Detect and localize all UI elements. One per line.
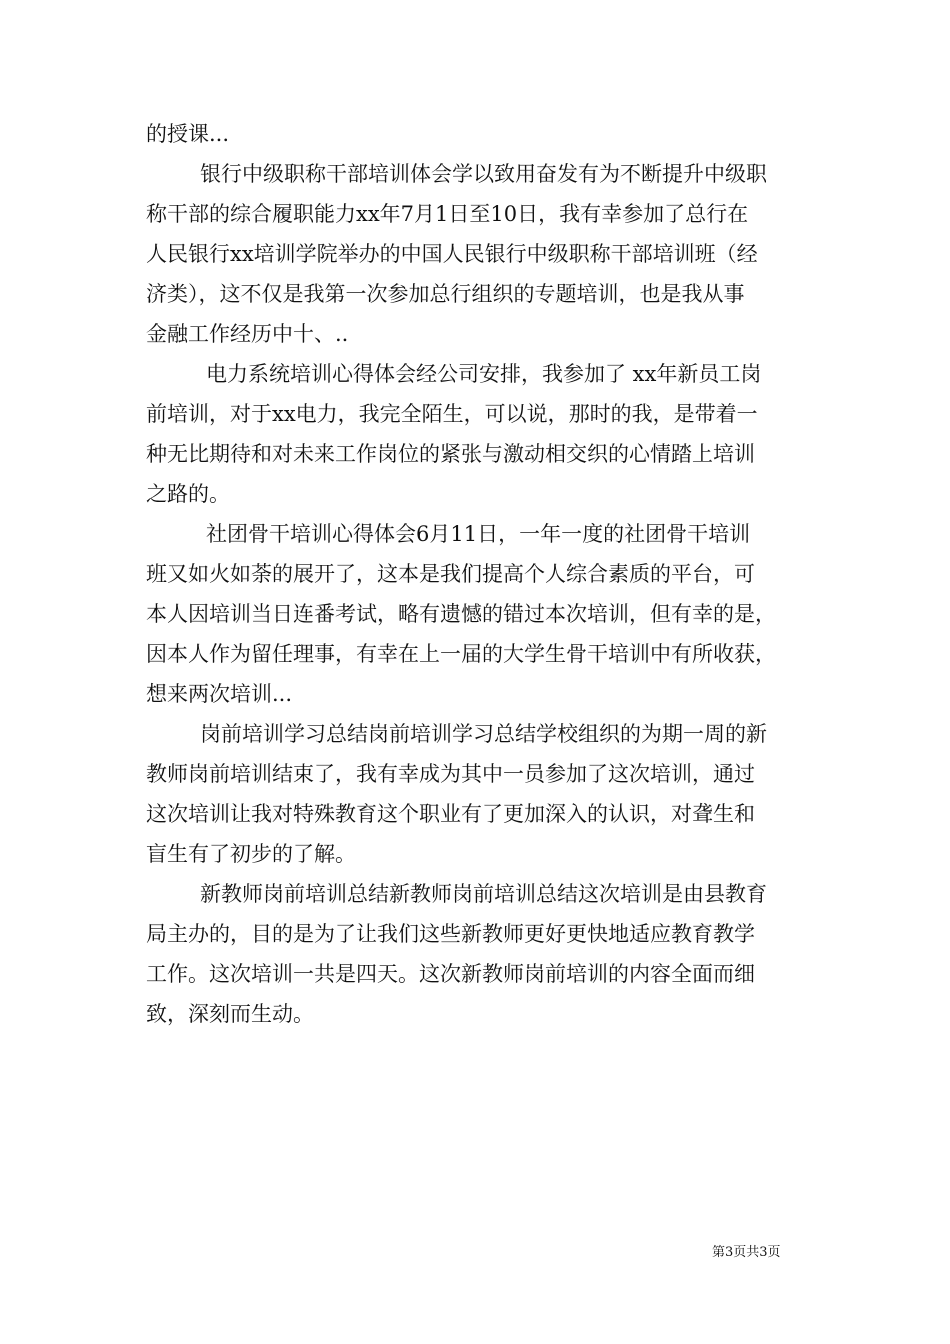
text-line: 本人因培训当日连番考试，略有遗憾的错过本次培训，但有幸的是，	[146, 602, 776, 626]
text-line: 前培训，对于xx电力，我完全陌生，可以说，那时的我，是带着一	[146, 402, 758, 426]
text-line: 之路的。	[146, 482, 230, 506]
text-line: 班又如火如荼的展开了，这本是我们提高个人综合素质的平台，可	[146, 562, 755, 586]
text-line: 人民银行xx培训学院举办的中国人民银行中级职称干部培训班（经	[146, 242, 758, 266]
text-line: 致，深刻而生动。	[146, 1002, 314, 1026]
paragraph-club-training-line: 社团骨干培训心得体会6月11日，一年一度的社团骨干培训	[206, 522, 751, 546]
paragraph-induction-summary-line: 岗前培训学习总结岗前培训学习总结学校组织的为期一周的新	[200, 722, 767, 746]
text-line: 因本人作为留任理事，有幸在上一届的大学生骨干培训中有所收获，	[146, 642, 776, 666]
text-line: 工作。这次培训一共是四天。这次新教师岗前培训的内容全面而细	[146, 962, 755, 986]
paragraph-bank-training-line: 银行中级职称干部培训体会学以致用奋发有为不断提升中级职	[200, 162, 767, 186]
paragraph-power-training-line: 电力系统培训心得体会经公司安排，我参加了 xx年新员工岗	[206, 362, 762, 386]
text-line: 想来两次培训...	[146, 682, 293, 706]
text-line: 济类），这不仅是我第一次参加总行组织的专题培训，也是我从事	[146, 282, 745, 306]
page-number: 第3页共3页	[712, 1245, 781, 1260]
text-line: 这次培训让我对特殊教育这个职业有了更加深入的认识，对聋生和	[146, 802, 755, 826]
text-line: 局主办的，目的是为了让我们这些新教师更好更快地适应教育教学	[146, 922, 755, 946]
paragraph-new-teacher-line: 新教师岗前培训总结新教师岗前培训总结这次培训是由县教育	[200, 882, 767, 906]
text-line: 称干部的综合履职能力xx年7月1日至10日，我有幸参加了总行在	[146, 202, 749, 226]
text-line: 的授课...	[146, 122, 230, 146]
text-line: 种无比期待和对未来工作岗位的紧张与激动相交织的心情踏上培训	[146, 442, 755, 466]
text-line: 盲生有了初步的了解。	[146, 842, 356, 866]
text-line: 金融工作经历中十、..	[146, 322, 349, 346]
text-line: 教师岗前培训结束了，我有幸成为其中一员参加了这次培训，通过	[146, 762, 755, 786]
